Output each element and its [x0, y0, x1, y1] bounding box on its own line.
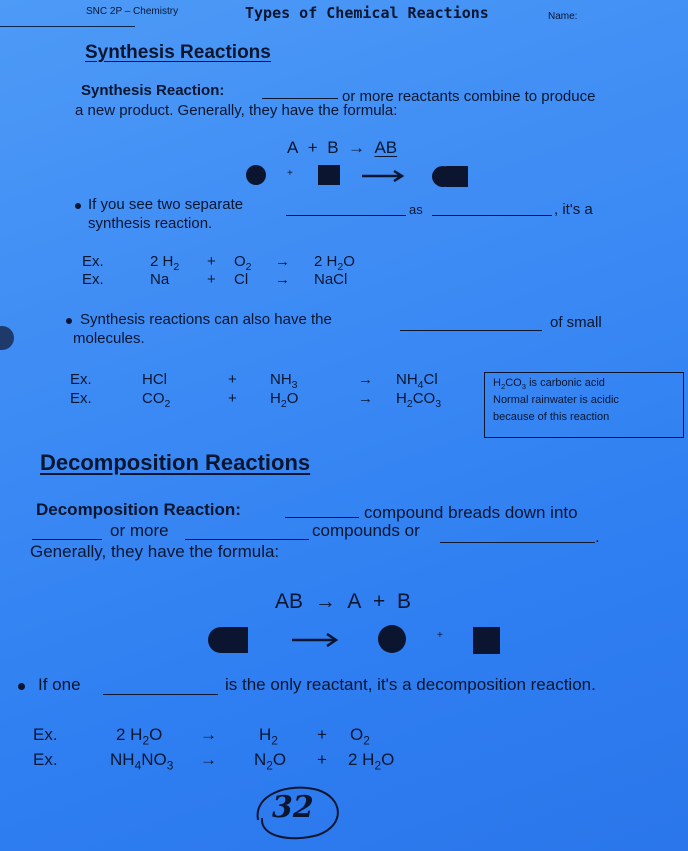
combined-reactant-square-icon [222, 627, 248, 653]
decomposition-def-text-5: Generally, they have the formula: [30, 542, 280, 561]
decomposition-bullet-a: If one [38, 675, 81, 694]
decomposition-example-2-arrow: → [200, 750, 217, 769]
synthesis-example-3-r1: HCl [142, 371, 167, 388]
bullet2-text-b: of small [550, 314, 602, 331]
decomposition-blank-4 [440, 530, 595, 543]
bullet1-blank-1 [286, 203, 406, 216]
decomposition-example-1-arrow: → [200, 725, 217, 744]
bullet-1 [75, 203, 81, 209]
note-line-3: because of this reaction [493, 411, 610, 423]
decomposition-def-text-3: compounds or [312, 521, 420, 540]
handwritten-page-mark [248, 780, 348, 840]
decomposition-heading: Decomposition Reactions [40, 450, 311, 475]
note-line-1: $H_2CO_3$ is carbonic acid [493, 377, 605, 392]
synthesis-example-4-product: $H_2CO_3$ [396, 390, 442, 410]
synthesis-example-2-plus: + [207, 271, 216, 288]
decomposition-example-2-reactant: $NH_4NO_3$ [110, 750, 174, 773]
square-reactant-icon [318, 165, 340, 185]
decomposition-def-text-4: . [595, 527, 600, 546]
bullet-2 [66, 318, 72, 324]
synthesis-example-4-r2: $H_2O$ [270, 390, 299, 410]
decomposition-def-label: Decomposition Reaction: [36, 500, 241, 519]
header-rule [0, 26, 135, 27]
note-line-2: Normal rainwater is acidic [493, 394, 619, 406]
decomposition-formula: AB → A + B [275, 590, 411, 613]
decomposition-def-text-1: compound breads down into [364, 503, 578, 522]
synthesis-heading: Synthesis Reactions [85, 42, 271, 63]
synthesis-formula: A + B → AB [287, 138, 398, 157]
worksheet-title: Types of Chemical Reactions [245, 4, 489, 22]
ex-label-6: Ex. [33, 750, 58, 769]
synthesis-def-text-1: or more reactants combine to produce [342, 88, 596, 105]
synthesis-def-text-2: a new product. Generally, they have the formula: [75, 102, 398, 119]
page-mark-text: 32 [272, 790, 314, 825]
plus-sign-2: + [437, 630, 443, 641]
decomposition-bullet-b: is the only reactant, it's a decomposition reaction. [225, 675, 596, 694]
synthesis-example-1-r1: 2 $H_2$ [150, 253, 180, 273]
synthesis-example-2-product: NaCl [314, 271, 348, 288]
synthesis-example-3-arrow: → [358, 371, 373, 388]
synthesis-example-3-plus: + [228, 371, 237, 388]
synthesis-example-2-r1: Na [150, 271, 170, 288]
decomposition-blank-2 [32, 527, 102, 540]
carbonic-acid-note [484, 372, 684, 438]
synthesis-example-1-plus: + [207, 253, 216, 270]
decomposition-example-1-p2: $O_2$ [350, 725, 370, 748]
square-product-icon [473, 627, 500, 654]
decomposition-bullet-blank [103, 682, 218, 695]
bullet1-text-a: If you see two separate [88, 196, 244, 213]
decomposition-example-2-plus: + [317, 750, 327, 769]
circle-reactant-icon [246, 165, 266, 185]
arrow-icon-2 [290, 633, 342, 647]
bullet2-text-c: molecules. [73, 330, 145, 347]
binder-hole [0, 326, 14, 350]
decomposition-example-1-plus: + [317, 725, 327, 744]
combined-product-square-icon [446, 166, 468, 187]
ex-label-2: Ex. [82, 271, 104, 288]
bullet2-text-a: Synthesis reactions can also have the [80, 311, 332, 328]
synthesis-def-label: Synthesis Reaction: [81, 82, 225, 99]
circle-product-icon [378, 625, 406, 653]
synthesis-blank-1 [262, 86, 338, 99]
synthesis-example-1-r2: $O_2$ [234, 253, 252, 273]
synthesis-example-3-r2: $NH_3$ [270, 371, 298, 391]
bullet1-text-b: , it's a [554, 201, 593, 218]
ex-label-5: Ex. [33, 725, 58, 744]
synthesis-example-4-r1: $CO_2$ [142, 390, 171, 410]
decomposition-example-2-p1: $N_2O$ [254, 750, 287, 773]
bullet1-as: as [409, 202, 423, 217]
ex-label-3: Ex. [70, 371, 92, 388]
synthesis-example-1-arrow: → [275, 253, 290, 270]
decomposition-example-1-reactant: 2 $H_2O$ [116, 725, 163, 748]
synthesis-example-3-product: $NH_4Cl$ [396, 371, 438, 391]
ex-label-1: Ex. [82, 253, 104, 270]
course-label: SNC 2P – Chemistry [86, 6, 179, 17]
synthesis-example-4-arrow: → [358, 390, 373, 407]
bullet1-text-c: synthesis reaction. [88, 215, 213, 232]
ex-label-4: Ex. [70, 390, 92, 407]
bullet-3 [18, 683, 25, 690]
synthesis-example-4-plus: + [228, 390, 237, 407]
arrow-icon [360, 170, 408, 182]
synthesis-example-2-r2: Cl [234, 271, 249, 288]
decomposition-blank-3 [185, 527, 309, 540]
decomposition-def-text-2: or more [110, 521, 169, 540]
bullet2-blank [400, 318, 542, 331]
bullet1-blank-2 [432, 203, 552, 216]
plus-sign: + [287, 168, 293, 179]
decomposition-example-2-p2: 2 $H_2O$ [348, 750, 395, 773]
decomposition-example-1-p1: $H_2$ [259, 725, 278, 748]
decomposition-blank-1 [285, 505, 359, 518]
name-label: Name: [548, 11, 578, 22]
synthesis-example-1-product: 2 $H_2O$ [314, 253, 355, 273]
synthesis-example-2-arrow: → [275, 271, 290, 288]
